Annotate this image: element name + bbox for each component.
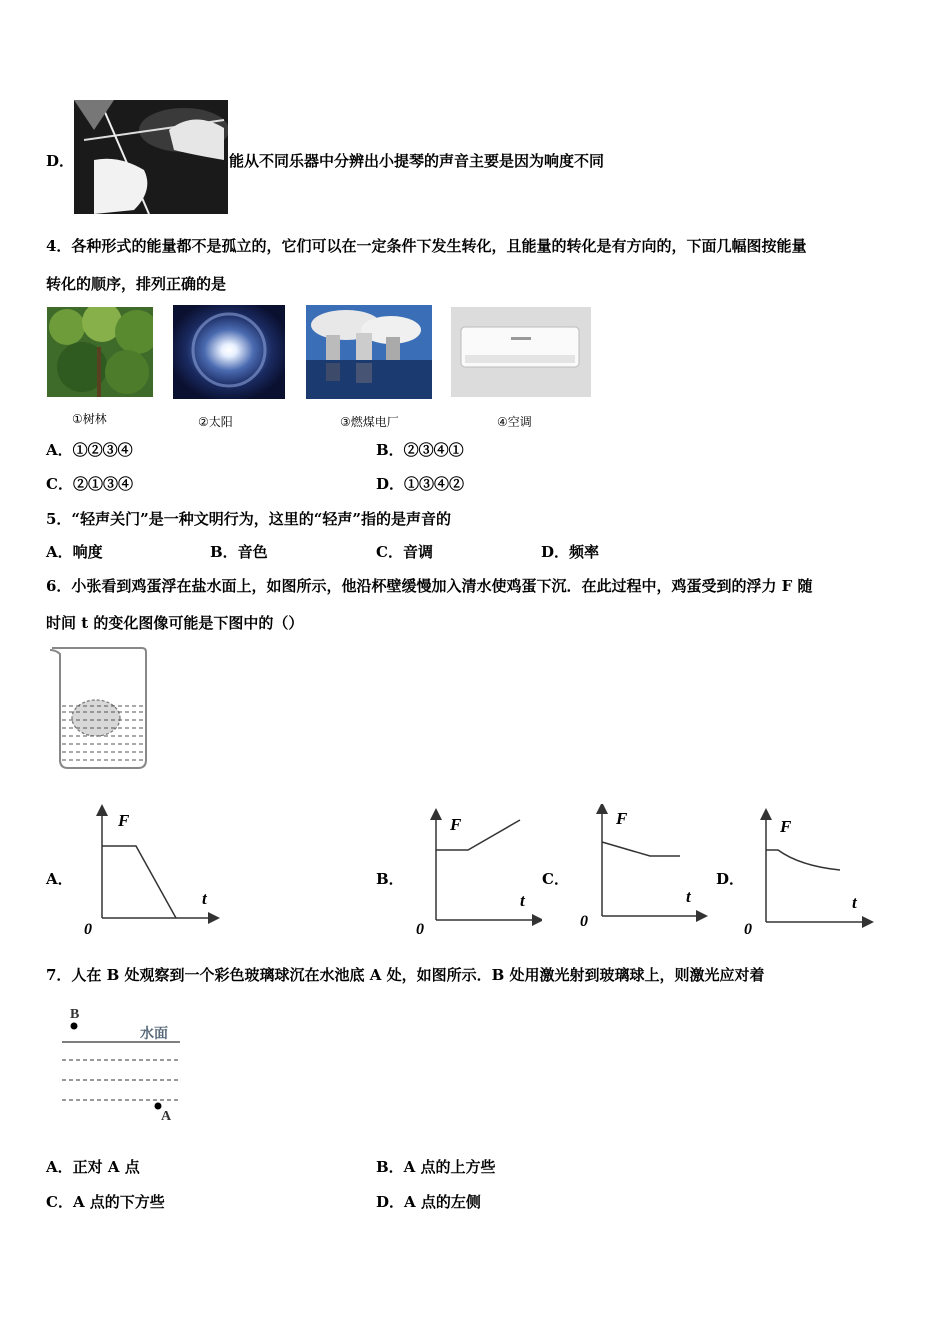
- q6-stem-line2: 时间 t 的变化图像可能是下图中的（）: [46, 614, 304, 632]
- air-conditioner-photo-svg: [451, 307, 591, 397]
- graph-c[interactable]: [578, 804, 708, 934]
- power-plant-photo: [306, 305, 432, 399]
- q7-option-b[interactable]: B．A 点的上方些: [376, 1158, 496, 1176]
- q4-option-d[interactable]: D．①③④②: [376, 475, 465, 493]
- forest-photo-svg: [47, 307, 153, 397]
- pool-diagram: [58, 1004, 184, 1126]
- q3-option-d-letter: D．: [46, 152, 75, 170]
- graph-b-origin: 0: [416, 921, 424, 938]
- q7-option-a[interactable]: A．正对 A 点: [46, 1158, 140, 1176]
- point-b-label: B: [70, 1007, 80, 1022]
- point-a-label: A: [161, 1109, 172, 1124]
- caption-air-conditioner: ④空调: [497, 415, 532, 429]
- caption-sun: ②太阳: [198, 415, 233, 429]
- sun-photo-svg: [173, 305, 285, 399]
- q3-option-d-text: 能从不同乐器中分辨出小提琴的声音主要是因为响度不同: [229, 152, 605, 170]
- q6-option-a[interactable]: A．: [46, 870, 73, 888]
- graph-a-y-label: F: [118, 811, 130, 830]
- violin-photo: [74, 100, 228, 214]
- q6-option-c[interactable]: C．: [542, 870, 569, 888]
- power-plant-photo-svg: [306, 305, 432, 399]
- graph-d-y-label: F: [780, 817, 792, 836]
- q4-option-a[interactable]: A．①②③④: [46, 441, 133, 459]
- q6-stem-line1: 6．小张看到鸡蛋浮在盐水面上，如图所示，他沿杯壁缓慢加入清水使鸡蛋下沉．在此过程中，鸡蛋受到的浮力 F 随: [46, 577, 813, 595]
- q7-stem: 7．人在 B 处观察到一个彩色玻璃球沉在水池底 A 处，如图所示．B 处用激光射到玻璃球上，则激光应对着: [46, 966, 765, 984]
- graph-b-x-label: t: [520, 891, 525, 910]
- beaker-egg-diagram: [48, 646, 152, 772]
- caption-power-plant: ③燃煤电厂: [340, 415, 399, 429]
- water-surface-label: 水面: [140, 1027, 168, 1042]
- q5-option-c[interactable]: C．音调: [376, 543, 433, 561]
- graph-b[interactable]: [412, 808, 542, 938]
- graph-a-origin: 0: [84, 921, 92, 938]
- q7-option-c[interactable]: C．A 点的下方些: [46, 1193, 165, 1211]
- q6-option-b[interactable]: B．: [376, 870, 404, 888]
- q4-option-b[interactable]: B．②③④①: [376, 441, 464, 459]
- graph-a-x-label: t: [202, 889, 207, 908]
- graph-c-origin: 0: [580, 913, 588, 930]
- point-b-dot: [71, 1023, 78, 1030]
- graph-d-x-label: t: [852, 893, 857, 912]
- q5-option-b[interactable]: B．音色: [210, 543, 268, 561]
- graph-c-y-label: F: [616, 809, 628, 828]
- sun-photo: [173, 305, 285, 399]
- q5-option-d[interactable]: D．频率: [541, 543, 600, 561]
- violin-photo-svg: [74, 100, 228, 214]
- graph-a[interactable]: [80, 802, 220, 938]
- q5-stem: 5．“轻声关门”是一种文明行为，这里的“轻声”指的是声音的: [46, 510, 451, 528]
- graph-b-y-label: F: [450, 815, 462, 834]
- q6-option-d[interactable]: D．: [716, 870, 745, 888]
- graph-d-origin: 0: [744, 921, 752, 938]
- air-conditioner-photo: [451, 307, 591, 397]
- q5-option-a[interactable]: A．响度: [46, 543, 103, 561]
- graph-c-x-label: t: [686, 887, 691, 906]
- caption-forest: ①树林: [72, 412, 107, 426]
- q4-stem-line1: 4．各种形式的能量都不是孤立的，它们可以在一定条件下发生转化，且能量的转化是有方向的，下面几幅图按能量: [46, 237, 807, 255]
- q7-option-d[interactable]: D．A 点的左侧: [376, 1193, 481, 1211]
- q4-stem-line2: 转化的顺序，排列正确的是: [46, 275, 227, 293]
- q4-option-c[interactable]: C．②①③④: [46, 475, 133, 493]
- graph-d[interactable]: [740, 808, 874, 938]
- forest-photo: [47, 307, 153, 397]
